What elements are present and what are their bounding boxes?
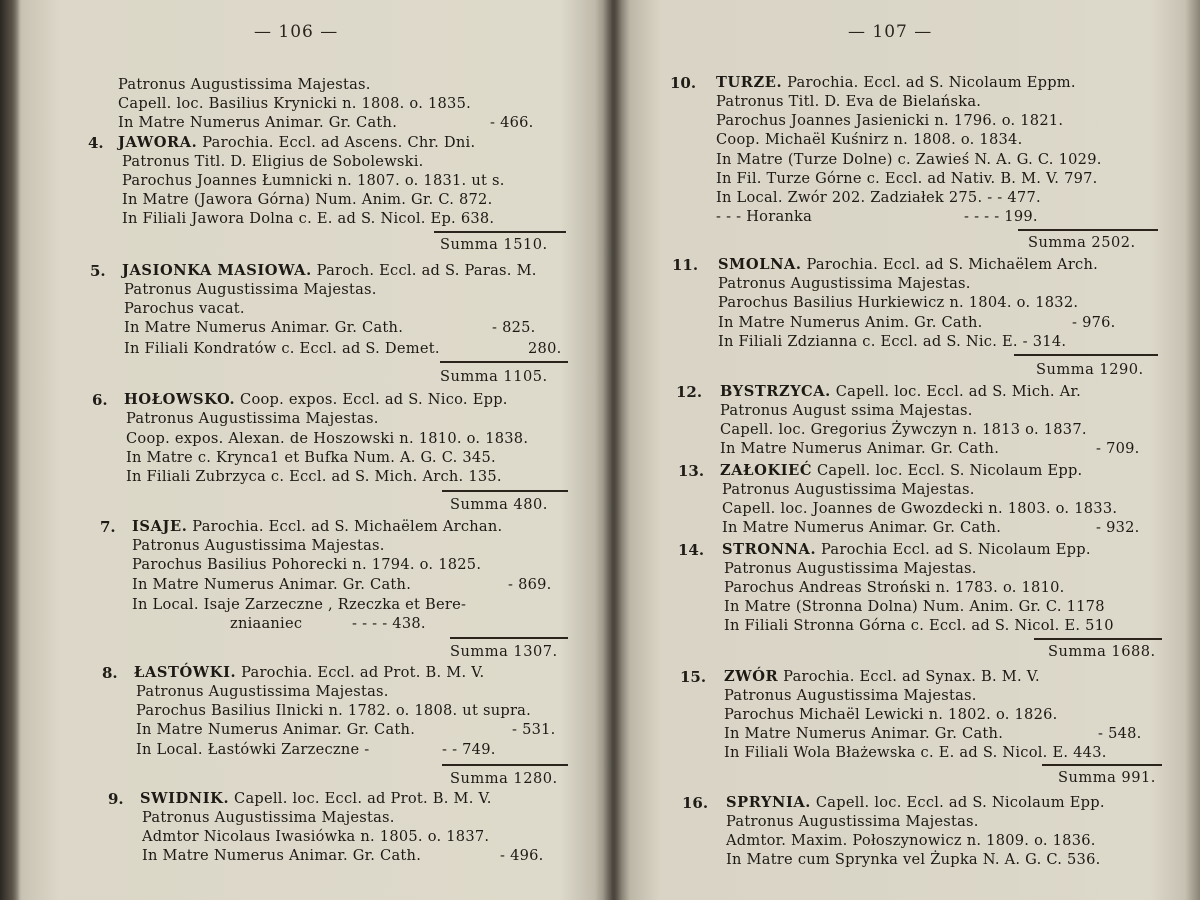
entry-heading: [718, 256, 1098, 274]
parish-name: SWIDNIK.: [140, 790, 230, 807]
text-line: 280.: [528, 340, 562, 357]
text-line: In Matre Numerus Animar. Gr. Cath.: [720, 440, 1000, 457]
text-line: - - - Horanka: [716, 208, 813, 225]
text-line: In Filiali Stronna Górna c. Eccl. ad S. Nicol. E. 510: [724, 617, 1114, 634]
text-line: Patronus Titl. D. Eligius de Sobolewski.: [122, 153, 424, 170]
text-line: Parochus Joannes Jasienicki n. 1796. o. 1821.: [716, 112, 1064, 129]
text-line: Coop. expos. Alexan. de Hoszowski n. 1810. o. 1838.: [126, 430, 529, 447]
parish-description: Parochia. Eccl. ad Prot. B. M. V.: [236, 664, 485, 681]
entry-number: 4.: [88, 134, 104, 152]
entry-number: 10.: [670, 74, 697, 92]
summa-total: Summa 991.: [1058, 769, 1156, 786]
text-line: In Matre Numerus Anim. Gr. Cath.: [718, 314, 983, 331]
entry-heading: [722, 541, 1091, 559]
text-line: In Matre (Turze Dolne) c. Zawieś N. A. G. C. 1029.: [716, 151, 1102, 168]
entry-number: 5.: [90, 262, 106, 280]
text-line: Patronus Augustissima Majestas.: [124, 281, 377, 298]
summa-total: Summa 1307.: [450, 643, 558, 660]
entry-number: 6.: [92, 391, 108, 409]
text-line: Capell. loc. Gregorius Żywczyn n. 1813 o. 1837.: [720, 421, 1087, 438]
text-line: Patronus Augustissima Majestas.: [136, 683, 389, 700]
text-line: - - 749.: [442, 741, 496, 758]
text-line: - 466.: [490, 114, 534, 131]
text-line: In Matre cum Sprynka vel Żupka N. A. G. C. 536.: [726, 851, 1101, 868]
entry-heading: [132, 518, 502, 536]
summa-rule: [442, 764, 568, 766]
parish-name: HOŁOWSKO.: [124, 391, 236, 408]
left-page: [22, 0, 610, 900]
text-line: - 825.: [492, 319, 536, 336]
text-line: Patronus August ssima Majestas.: [720, 402, 973, 419]
text-line: In Matre Numerus Animar. Gr. Cath.: [724, 725, 1004, 742]
page-number: — 106 —: [254, 22, 339, 42]
parish-name: ZWÓR: [724, 668, 779, 685]
summa-total: Summa 480.: [450, 496, 548, 513]
text-line: In Local. Zwór 202. Zadziałek 275. - - 477.: [716, 189, 1041, 206]
text-line: - 548.: [1098, 725, 1142, 742]
parish-description: Paroch. Eccl. ad S. Paras. M.: [311, 262, 537, 279]
book-edge: [0, 0, 20, 900]
text-line: - 496.: [500, 847, 544, 864]
text-line: Patronus Augustissima Majestas.: [724, 560, 977, 577]
summa-rule: [1042, 764, 1162, 766]
text-line: Parochus Basilius Ilnicki n. 1782. o. 1808. ut supra.: [136, 702, 532, 719]
entry-heading: [118, 134, 475, 152]
text-line: Coop. Michaël Kuśnirz n. 1808. o. 1834.: [716, 131, 1023, 148]
book-gutter: [595, 0, 630, 900]
right-page: [620, 0, 1190, 900]
parish-name: ISAJE.: [132, 518, 188, 535]
parish-name: ZAŁOKIEĆ: [720, 462, 813, 479]
text-line: In Matre (Stronna Dolna) Num. Anim. Gr. C. 1178: [724, 598, 1105, 615]
entry-heading: [140, 790, 492, 808]
entry-number: 7.: [100, 518, 116, 536]
text-line: Patronus Titl. D. Eva de Bielańska.: [716, 93, 982, 110]
parish-name: JAWORA.: [118, 134, 198, 151]
text-line: Patronus Augustissima Majestas.: [718, 275, 971, 292]
parish-description: Parochia. Eccl. ad S. Michaëlem Arch.: [801, 256, 1099, 273]
parish-description: Capell. loc. Eccl. ad S. Nicolaum Epp.: [810, 794, 1105, 811]
summa-rule: [434, 231, 566, 233]
summa-total: Summa 1280.: [450, 770, 558, 787]
summa-total: Summa 1290.: [1036, 361, 1144, 378]
summa-rule: [1014, 354, 1158, 356]
parish-name: SPRYNIA.: [726, 794, 811, 811]
text-line: - 709.: [1096, 440, 1140, 457]
parish-description: Capell. loc. Eccl. ad Prot. B. M. V.: [229, 790, 492, 807]
parish-description: Parochia Eccl. ad S. Nicolaum Epp.: [816, 541, 1091, 558]
text-line: - 531.: [512, 721, 556, 738]
summa-rule: [1018, 229, 1158, 231]
text-line: - - - - 438.: [352, 615, 426, 632]
text-line: In Matre Numerus Animar. Gr. Cath.: [722, 519, 1002, 536]
text-line: Parochus Michaël Lewicki n. 1802. o. 1826.: [724, 706, 1058, 723]
text-line: Patronus Augustissima Majestas.: [132, 537, 385, 554]
text-line: Patronus Augustissima Majestas.: [724, 687, 977, 704]
page-number: — 107 —: [848, 22, 933, 42]
text-line: In Filiali Kondratów c. Eccl. ad S. Demet.: [124, 340, 440, 357]
text-line: Patronus Augustissima Majestas.: [142, 809, 395, 826]
text-line: - 976.: [1072, 314, 1116, 331]
text-line: In Matre (Jawora Górna) Num. Anim. Gr. C. 872.: [122, 191, 493, 208]
text-line: In Matre Numerus Animar. Gr. Cath.: [118, 114, 398, 131]
text-line: In Matre Numerus Animar. Gr. Cath.: [124, 319, 404, 336]
parish-name: SMOLNA.: [718, 256, 802, 273]
text-line: In Filiali Zubrzyca c. Eccl. ad S. Mich. Arch. 135.: [126, 468, 502, 485]
parish-name: BYSTRZYCA.: [720, 383, 831, 400]
parish-description: Parochia. Eccl. ad S. Michaëlem Archan.: [187, 518, 503, 535]
text-line: In Filiali Wola Błażewska c. E. ad S. Nicol. E. 443.: [724, 744, 1107, 761]
text-line: Capell. loc. Basilius Krynicki n. 1808. o. 1835.: [118, 95, 472, 112]
entry-number: 12.: [676, 383, 703, 401]
parish-description: Parochia. Eccl. ad Ascens. Chr. Dni.: [197, 134, 476, 151]
summa-total: Summa 1510.: [440, 236, 548, 253]
text-line: Admtor. Maxim. Połoszynowicz n. 1809. o. 1836.: [726, 832, 1096, 849]
summa-rule: [442, 490, 568, 492]
text-line: - 869.: [508, 576, 552, 593]
text-line: In Matre Numerus Animar. Gr. Cath.: [132, 576, 412, 593]
text-line: Admtor Nicolaus Iwasiówka n. 1805. o. 1837.: [142, 828, 490, 845]
entry-heading: [134, 664, 484, 682]
text-line: In Local. Isaje Zarzeczne , Rzeczka et Bere-: [132, 596, 467, 613]
text-line: Patronus Augustissima Majestas.: [722, 481, 975, 498]
parish-description: Capell. loc. Eccl. ad S. Mich. Ar.: [830, 383, 1082, 400]
entry-number: 16.: [682, 794, 709, 812]
summa-total: Summa 1105.: [440, 368, 548, 385]
summa-total: Summa 2502.: [1028, 234, 1136, 251]
text-line: In Matre c. Krynca1 et Bufka Num. A. G. C. 345.: [126, 449, 496, 466]
text-line: - - - - 199.: [964, 208, 1038, 225]
entry-number: 8.: [102, 664, 118, 682]
text-line: In Matre Numerus Animar. Gr. Cath.: [136, 721, 416, 738]
entry-heading: [716, 74, 1076, 92]
text-line: Parochus Basilius Pohorecki n. 1794. o. 1825.: [132, 556, 482, 573]
text-line: In Local. Łastówki Zarzeczne -: [136, 741, 370, 758]
entry-heading: [724, 668, 1040, 686]
entry-number: 9.: [108, 790, 124, 808]
entry-heading: [122, 262, 537, 280]
parish-name: ŁASTÓWKI.: [134, 664, 237, 681]
parish-description: Parochia. Eccl. ad S. Nicolaum Eppm.: [782, 74, 1076, 91]
parish-name: JASIONKA MASIOWA.: [122, 262, 312, 279]
text-line: In Filiali Zdzianna c. Eccl. ad S. Nic. E. - 314.: [718, 333, 1067, 350]
summa-rule: [450, 637, 568, 639]
summa-rule: [1034, 638, 1162, 640]
text-line: Parochus Andreas Stroński n. 1783. o. 1810.: [724, 579, 1065, 596]
entry-number: 11.: [672, 256, 699, 274]
text-line: Parochus Joannes Łumnicki n. 1807. o. 1831. ut s.: [122, 172, 505, 189]
parish-name: TURZE.: [716, 74, 783, 91]
entry-heading: [124, 391, 508, 409]
text-line: In Filiali Jawora Dolna c. E. ad S. Nicol. Ep. 638.: [122, 210, 495, 227]
parish-description: Capell. loc. Eccl. S. Nicolaum Epp.: [812, 462, 1083, 479]
text-line: In Fil. Turze Górne c. Eccl. ad Nativ. B. M. V. 797.: [716, 170, 1098, 187]
text-line: Patronus Augustissima Majestas.: [118, 76, 371, 93]
summa-total: Summa 1688.: [1048, 643, 1156, 660]
text-line: - 932.: [1096, 519, 1140, 536]
parish-description: Coop. expos. Eccl. ad S. Nico. Epp.: [235, 391, 508, 408]
text-line: Capell. loc. Joannes de Gwozdecki n. 1803. o. 1833.: [722, 500, 1118, 517]
entry-number: 15.: [680, 668, 707, 686]
summa-rule: [440, 361, 568, 363]
text-line: Parochus Basilius Hurkiewicz n. 1804. o. 1832.: [718, 294, 1079, 311]
text-line: In Matre Numerus Animar. Gr. Cath.: [142, 847, 422, 864]
parish-name: STRONNA.: [722, 541, 817, 558]
parish-description: Parochia. Eccl. ad Synax. B. M. V.: [778, 668, 1040, 685]
text-line: zniaaniec: [230, 615, 303, 632]
text-line: Patronus Augustissima Majestas.: [726, 813, 979, 830]
entry-number: 13.: [678, 462, 705, 480]
text-line: Parochus vacat.: [124, 300, 245, 317]
entry-heading: [720, 462, 1082, 480]
entry-number: 14.: [678, 541, 705, 559]
entry-heading: [720, 383, 1081, 401]
text-line: Patronus Augustissima Majestas.: [126, 410, 379, 427]
entry-heading: [726, 794, 1105, 812]
